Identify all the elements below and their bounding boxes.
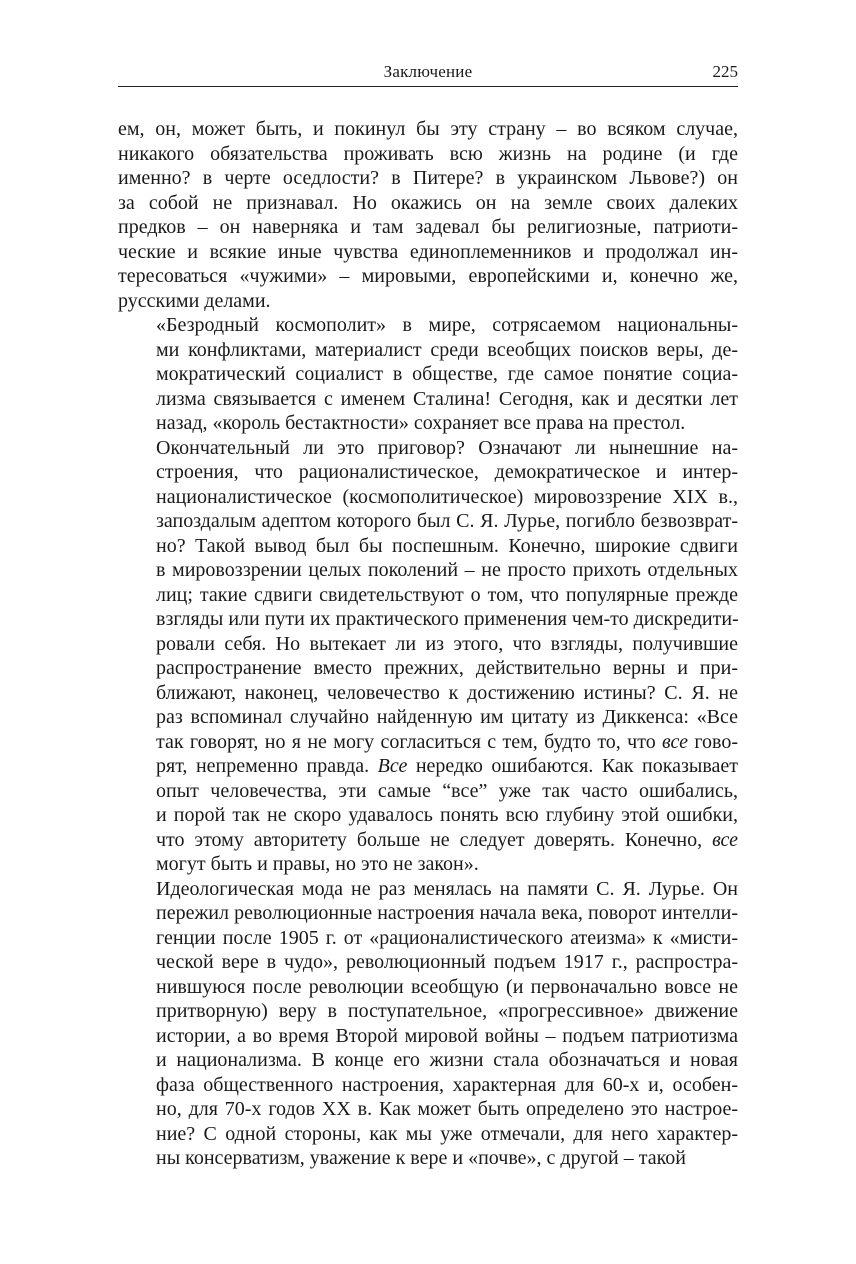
text-line: националистическое (космополитическое) мировоззрение XIX в., bbox=[156, 485, 738, 508]
text-line: что этому авторитету больше не следует доверять. Конечно, все bbox=[156, 828, 738, 851]
text-line: ровали себя. Но вытекает ли из этого, что взгляды, получившие bbox=[156, 632, 738, 655]
text-line: тересоваться «чужими» – мировыми, европейскими и, конечно же, bbox=[118, 265, 738, 287]
text-line: могут быть и правы, но это не закон». bbox=[156, 853, 479, 875]
text-line: ческие и всякие иные чувства единоплеменников и продолжал ин- bbox=[118, 240, 738, 263]
text-line: истории, а во время Второй мировой войны – подъем патриотизма bbox=[156, 1024, 738, 1047]
text-line: нившуюся после революции всеобщую (и первоначально вовсе не bbox=[156, 975, 738, 998]
text-line: мократический социалист в обществе, где самое понятие социа- bbox=[156, 363, 738, 385]
text-line: так говорят, но я не могу согласиться с тем, будто то, что все гово- bbox=[156, 730, 738, 753]
text-line: раз вспоминал случайно найденную им цитату из Диккенса: «Все bbox=[156, 706, 738, 728]
italic-word: все bbox=[662, 730, 688, 753]
paragraph bbox=[118, 117, 738, 313]
running-header bbox=[118, 56, 738, 87]
text-line: и порой так не скоро удавалось понять всю глубину этой ошибки, bbox=[156, 804, 738, 826]
text-line: ние? С одной стороны, как мы уже отмечали, для него характер- bbox=[156, 1122, 738, 1145]
text-line: именно? в черте оседлости? в Питере? в украинском Львове?) он bbox=[118, 167, 738, 189]
text-line: но, для 70-х годов XX в. Как может быть определено это настрое- bbox=[156, 1098, 738, 1120]
text-line: рят, непременно правда. Все нередко ошибаются. Как показывает bbox=[156, 755, 738, 777]
italic-word: все bbox=[712, 828, 738, 851]
text-line: но? Такой вывод был бы поспешным. Конечно, широкие сдвиги bbox=[156, 534, 738, 557]
text-line: строения, что рационалистическое, демократическое и интер- bbox=[156, 461, 738, 483]
text-line: лиц; такие сдвиги свидетельствуют о том, что популярные прежде bbox=[156, 583, 738, 606]
page-number: 225 bbox=[712, 62, 738, 81]
italic-word: Все bbox=[377, 755, 408, 777]
text-line: предков – он наверняка и там задевал бы религиозные, патриоти- bbox=[118, 216, 738, 238]
text-line: опыт человечества, эти самые “все” уже так часто ошибались, bbox=[156, 779, 738, 802]
text-line: ческой вере в чудо», революционный подъем 1917 г., распростра- bbox=[156, 951, 738, 973]
text-line: «Безродный космополит» в мире, сотрясаемом национальны- bbox=[156, 314, 738, 336]
text-line: ми конфликтами, материалист среди всеобщих поисков веры, де- bbox=[156, 338, 738, 361]
text-line: ем, он, может быть, и покинул бы эту страну – во всяком случае, bbox=[118, 118, 738, 140]
text-line: фаза общественного настроения, характерная для 60-х и, особен- bbox=[156, 1073, 738, 1096]
text-line: генции после 1905 г. от «рационалистического атеизма» к «мисти- bbox=[156, 926, 738, 949]
text-line: Окончательный ли это приговор? Означают ли нынешние на- bbox=[156, 436, 738, 459]
text-line: лизма связывается с именем Сталина! Сегодня, как и десятки лет bbox=[156, 387, 738, 410]
chapter-title: Заключение bbox=[383, 62, 473, 81]
text-line: притворную) веру в поступательное, «прогрессивное» движение bbox=[156, 1000, 738, 1022]
text-line: Идеологическая мода не раз менялась на памяти С. Я. Лурье. Он bbox=[156, 877, 738, 900]
text-line: пережил революционные настроения начала века, поворот интелли- bbox=[156, 902, 738, 924]
text-line: за собой не признавал. Но окажись он на земле своих далеких bbox=[118, 191, 738, 214]
text-line: в мировоззрении целых поколений – не просто прихоть отдельных bbox=[156, 559, 738, 581]
paragraph bbox=[118, 877, 738, 1171]
text-line: взгляды или пути их практического применения чем-то дискредити- bbox=[156, 608, 739, 630]
text-line: и национализма. В конце его жизни стала обозначаться и новая bbox=[156, 1049, 738, 1071]
text-line: назад, «король бестактности» сохраняет все права на престол. bbox=[156, 412, 686, 434]
text-line: запоздалым адептом которого был С. Я. Лурье, погибло безвозврат- bbox=[156, 510, 738, 532]
book-page bbox=[118, 56, 738, 1171]
text-line: ны консерватизм, уважение к вере и «почве», с другой – такой bbox=[156, 1147, 686, 1169]
text-line: ближают, наконец, человечество к достижению истины? С. Я. не bbox=[156, 681, 738, 704]
paragraph bbox=[118, 436, 738, 877]
text-line: русскими делами. bbox=[118, 289, 271, 312]
paragraph bbox=[118, 313, 738, 436]
text-line: никакого обязательства проживать всю жизнь на родине (и где bbox=[118, 142, 738, 165]
body-text bbox=[118, 117, 738, 1171]
text-line: распространение вместо прежних, действительно верны и при- bbox=[156, 657, 738, 679]
